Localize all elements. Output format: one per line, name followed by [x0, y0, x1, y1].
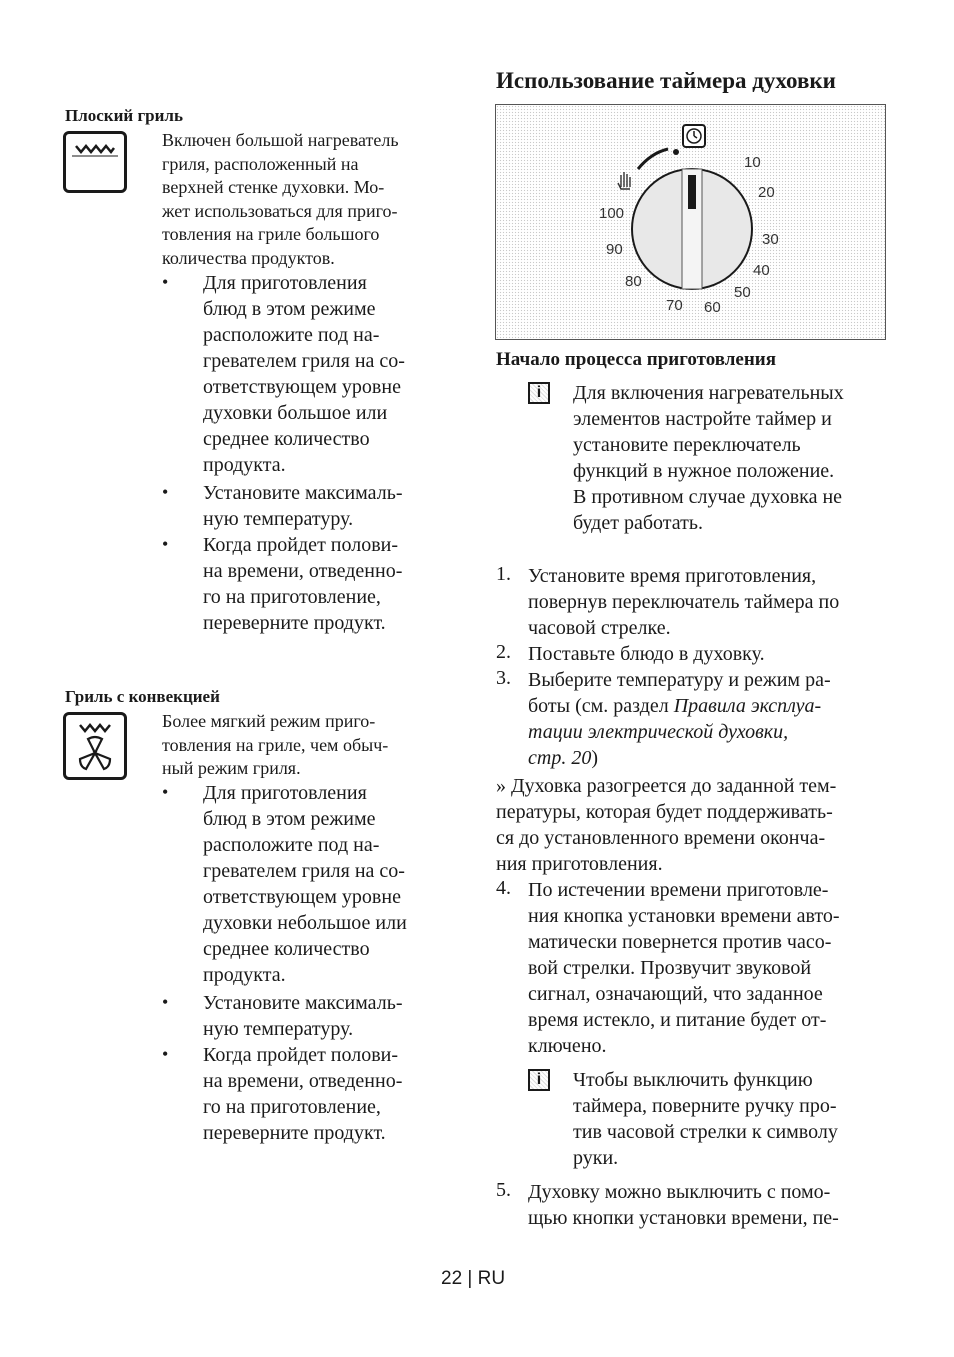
note-line: функций в нужное положение.	[573, 460, 835, 482]
dial-label-80: 80	[625, 273, 642, 290]
bullet-line: на времени, отведенно-	[203, 1070, 403, 1092]
result-line: ся до установленного времени оконча-	[496, 827, 826, 849]
note-timer-required	[573, 380, 844, 536]
desc-line: Более мягкий режим приго-	[162, 711, 376, 731]
dial-label-40: 40	[753, 262, 770, 279]
bullet-line: Для приготовления	[203, 272, 367, 294]
flat-grill-bullet-3	[203, 532, 402, 636]
desc-line: верхней стенке духовки. Мо-	[162, 177, 385, 197]
convection-grill-bullet-3	[203, 1042, 402, 1146]
bullet-marker: •	[162, 534, 169, 554]
step-line: Установите время приготовления,	[528, 565, 817, 587]
flat-grill-icon	[63, 131, 127, 193]
timer-dial-figure	[495, 104, 886, 340]
info-icon: i	[528, 1069, 550, 1091]
flat-grill-description	[162, 129, 399, 270]
bullet-line: духовки большое или	[203, 402, 388, 424]
bullet-marker: •	[162, 1044, 169, 1064]
bullet-line: ответствующем уровне	[203, 886, 401, 908]
note-line: таймера, поверните ручку про-	[573, 1095, 837, 1117]
result-line: пературы, которая будет поддерживать-	[496, 801, 833, 823]
info-icon: i	[528, 382, 550, 404]
step-line: сигнал, означающий, что заданное	[528, 983, 823, 1005]
result-line: » Духовка разогреется до заданной тем-	[496, 775, 837, 797]
bullet-line: продукта.	[203, 454, 286, 476]
dial-label-60: 60	[704, 299, 721, 316]
desc-line: жет использоваться для приго-	[162, 200, 398, 221]
step-line: ключено.	[528, 1035, 607, 1057]
bullet-marker: •	[162, 782, 169, 802]
bullet-line: ную температуру.	[203, 1018, 354, 1040]
hand-icon	[618, 172, 630, 189]
timer-section-title: Использование таймера духовки	[496, 68, 836, 93]
dial-label-20: 20	[758, 184, 775, 201]
convection-grill-bullet-1	[203, 780, 407, 988]
bullet-marker: •	[162, 482, 169, 502]
step-text: )	[591, 747, 598, 769]
dial-indicator	[688, 175, 696, 209]
bullet-line: среднее количество	[203, 938, 370, 960]
bullet-line: расположите под на-	[203, 834, 380, 856]
step-line: часовой стрелке.	[528, 617, 671, 639]
step-number: 4.	[496, 877, 511, 899]
step-line: ния кнопка установки времени авто-	[528, 905, 840, 927]
step-number: 5.	[496, 1179, 511, 1201]
bullet-line: среднее количество	[203, 428, 370, 450]
bullet-line: расположите под на-	[203, 324, 380, 346]
step-number: 3.	[496, 667, 511, 689]
note-line: руки.	[573, 1147, 619, 1169]
manual-reference-link: Правила эксплуа-	[673, 695, 822, 717]
convection-grill-icon	[63, 712, 127, 780]
bullet-line: переверните продукт.	[203, 1122, 386, 1144]
bullet-line: го на приготовление,	[203, 586, 381, 608]
convection-grill-bullet-2	[203, 990, 403, 1042]
bullet-line: ную температуру.	[203, 508, 354, 530]
dial-label-70: 70	[666, 297, 683, 314]
desc-line: ный режим гриля.	[162, 758, 301, 778]
bullet-line: гревателем гриля на со-	[203, 860, 405, 882]
bullet-line: Установите максималь-	[203, 482, 403, 504]
step-4	[528, 877, 840, 1059]
step-line: матически повернется против часо-	[528, 931, 832, 953]
step-line: время истекло, и питание будет от-	[528, 1009, 827, 1031]
bullet-line: Установите максималь-	[203, 992, 403, 1014]
note-turn-off-timer	[573, 1067, 838, 1171]
step-line: Выберите температуру и режим ра-	[528, 669, 831, 691]
step-2	[528, 641, 765, 667]
desc-line: гриля, расположенный на	[162, 153, 359, 174]
step-line: Духовку можно выключить с помо-	[528, 1181, 831, 1203]
note-line: Для включения нагревательных	[573, 382, 844, 404]
flat-grill-bullet-1	[203, 270, 405, 478]
dial-label-10: 10	[744, 154, 761, 171]
desc-line: товления на гриле, чем обыч-	[162, 734, 389, 755]
step-line: повернув переключатель таймера по	[528, 591, 840, 613]
bullet-line: духовки небольшое или	[203, 912, 407, 934]
convection-grill-description	[162, 710, 388, 781]
bullet-line: Когда пройдет полови-	[203, 534, 399, 556]
desc-line: товления на гриле большого	[162, 224, 380, 244]
step-number: 1.	[496, 563, 511, 585]
desc-line: Включен большой нагреватель	[162, 130, 399, 150]
bullet-line: переверните продукт.	[203, 612, 386, 634]
bullet-line: Когда пройдет полови-	[203, 1044, 399, 1066]
dial-label-100: 100	[599, 205, 625, 222]
step-line: Поставьте блюдо в духовку.	[528, 643, 765, 665]
page-number: 22	[441, 1268, 463, 1289]
bullet-line: гревателем гриля на со-	[203, 350, 405, 372]
note-line: В противном случае духовка не	[573, 486, 843, 508]
note-line: будет работать.	[573, 512, 703, 534]
bullet-marker: •	[162, 272, 169, 292]
convection-grill-title: Гриль с конвекцией	[65, 687, 220, 706]
dial-label-90: 90	[606, 241, 623, 258]
page-footer	[441, 1268, 505, 1290]
bullet-line: блюд в этом режиме	[203, 808, 376, 830]
desc-line: количества продуктов.	[162, 247, 335, 268]
bullet-line: ответствующем уровне	[203, 376, 401, 398]
dial-label-30: 30	[762, 231, 779, 248]
flat-grill-title: Плоский гриль	[65, 106, 183, 125]
note-line: элементов настройте таймер и	[573, 408, 832, 430]
step-line: вой стрелки. Прозвучит звуковой	[528, 957, 812, 979]
step-3	[528, 667, 831, 771]
flat-grill-bullet-2	[203, 480, 403, 532]
cooking-start-subtitle: Начало процесса приготовления	[496, 349, 777, 370]
step-line	[528, 693, 831, 719]
note-line: установите переключатель	[573, 434, 801, 456]
step-1	[528, 563, 839, 641]
result-line: ния приготовления.	[496, 853, 663, 875]
footer-separator: |	[467, 1268, 473, 1289]
step-line: тации электрической духовки,	[528, 721, 789, 743]
page-reference: стр. 20	[528, 747, 592, 769]
step-line: щью кнопки установки времени, пе-	[528, 1207, 839, 1229]
step-number: 2.	[496, 641, 511, 663]
step-5	[528, 1179, 839, 1231]
bullet-line: продукта.	[203, 964, 286, 986]
dial-label-50: 50	[734, 284, 751, 301]
note-line: тив часовой стрелки к символу	[573, 1121, 838, 1143]
bullet-line: Для приготовления	[203, 782, 367, 804]
bullet-line: на времени, отведенно-	[203, 560, 403, 582]
step-line	[528, 745, 831, 771]
step-line: По истечении времени приготовле-	[528, 879, 829, 901]
bullet-line: го на приготовление,	[203, 1096, 381, 1118]
bullet-line: блюд в этом режиме	[203, 298, 376, 320]
result-note	[496, 773, 836, 877]
note-line: Чтобы выключить функцию	[573, 1069, 813, 1091]
step-text: боты (см. раздел	[528, 695, 674, 717]
bullet-marker: •	[162, 992, 169, 1012]
language-code: RU	[477, 1268, 506, 1289]
